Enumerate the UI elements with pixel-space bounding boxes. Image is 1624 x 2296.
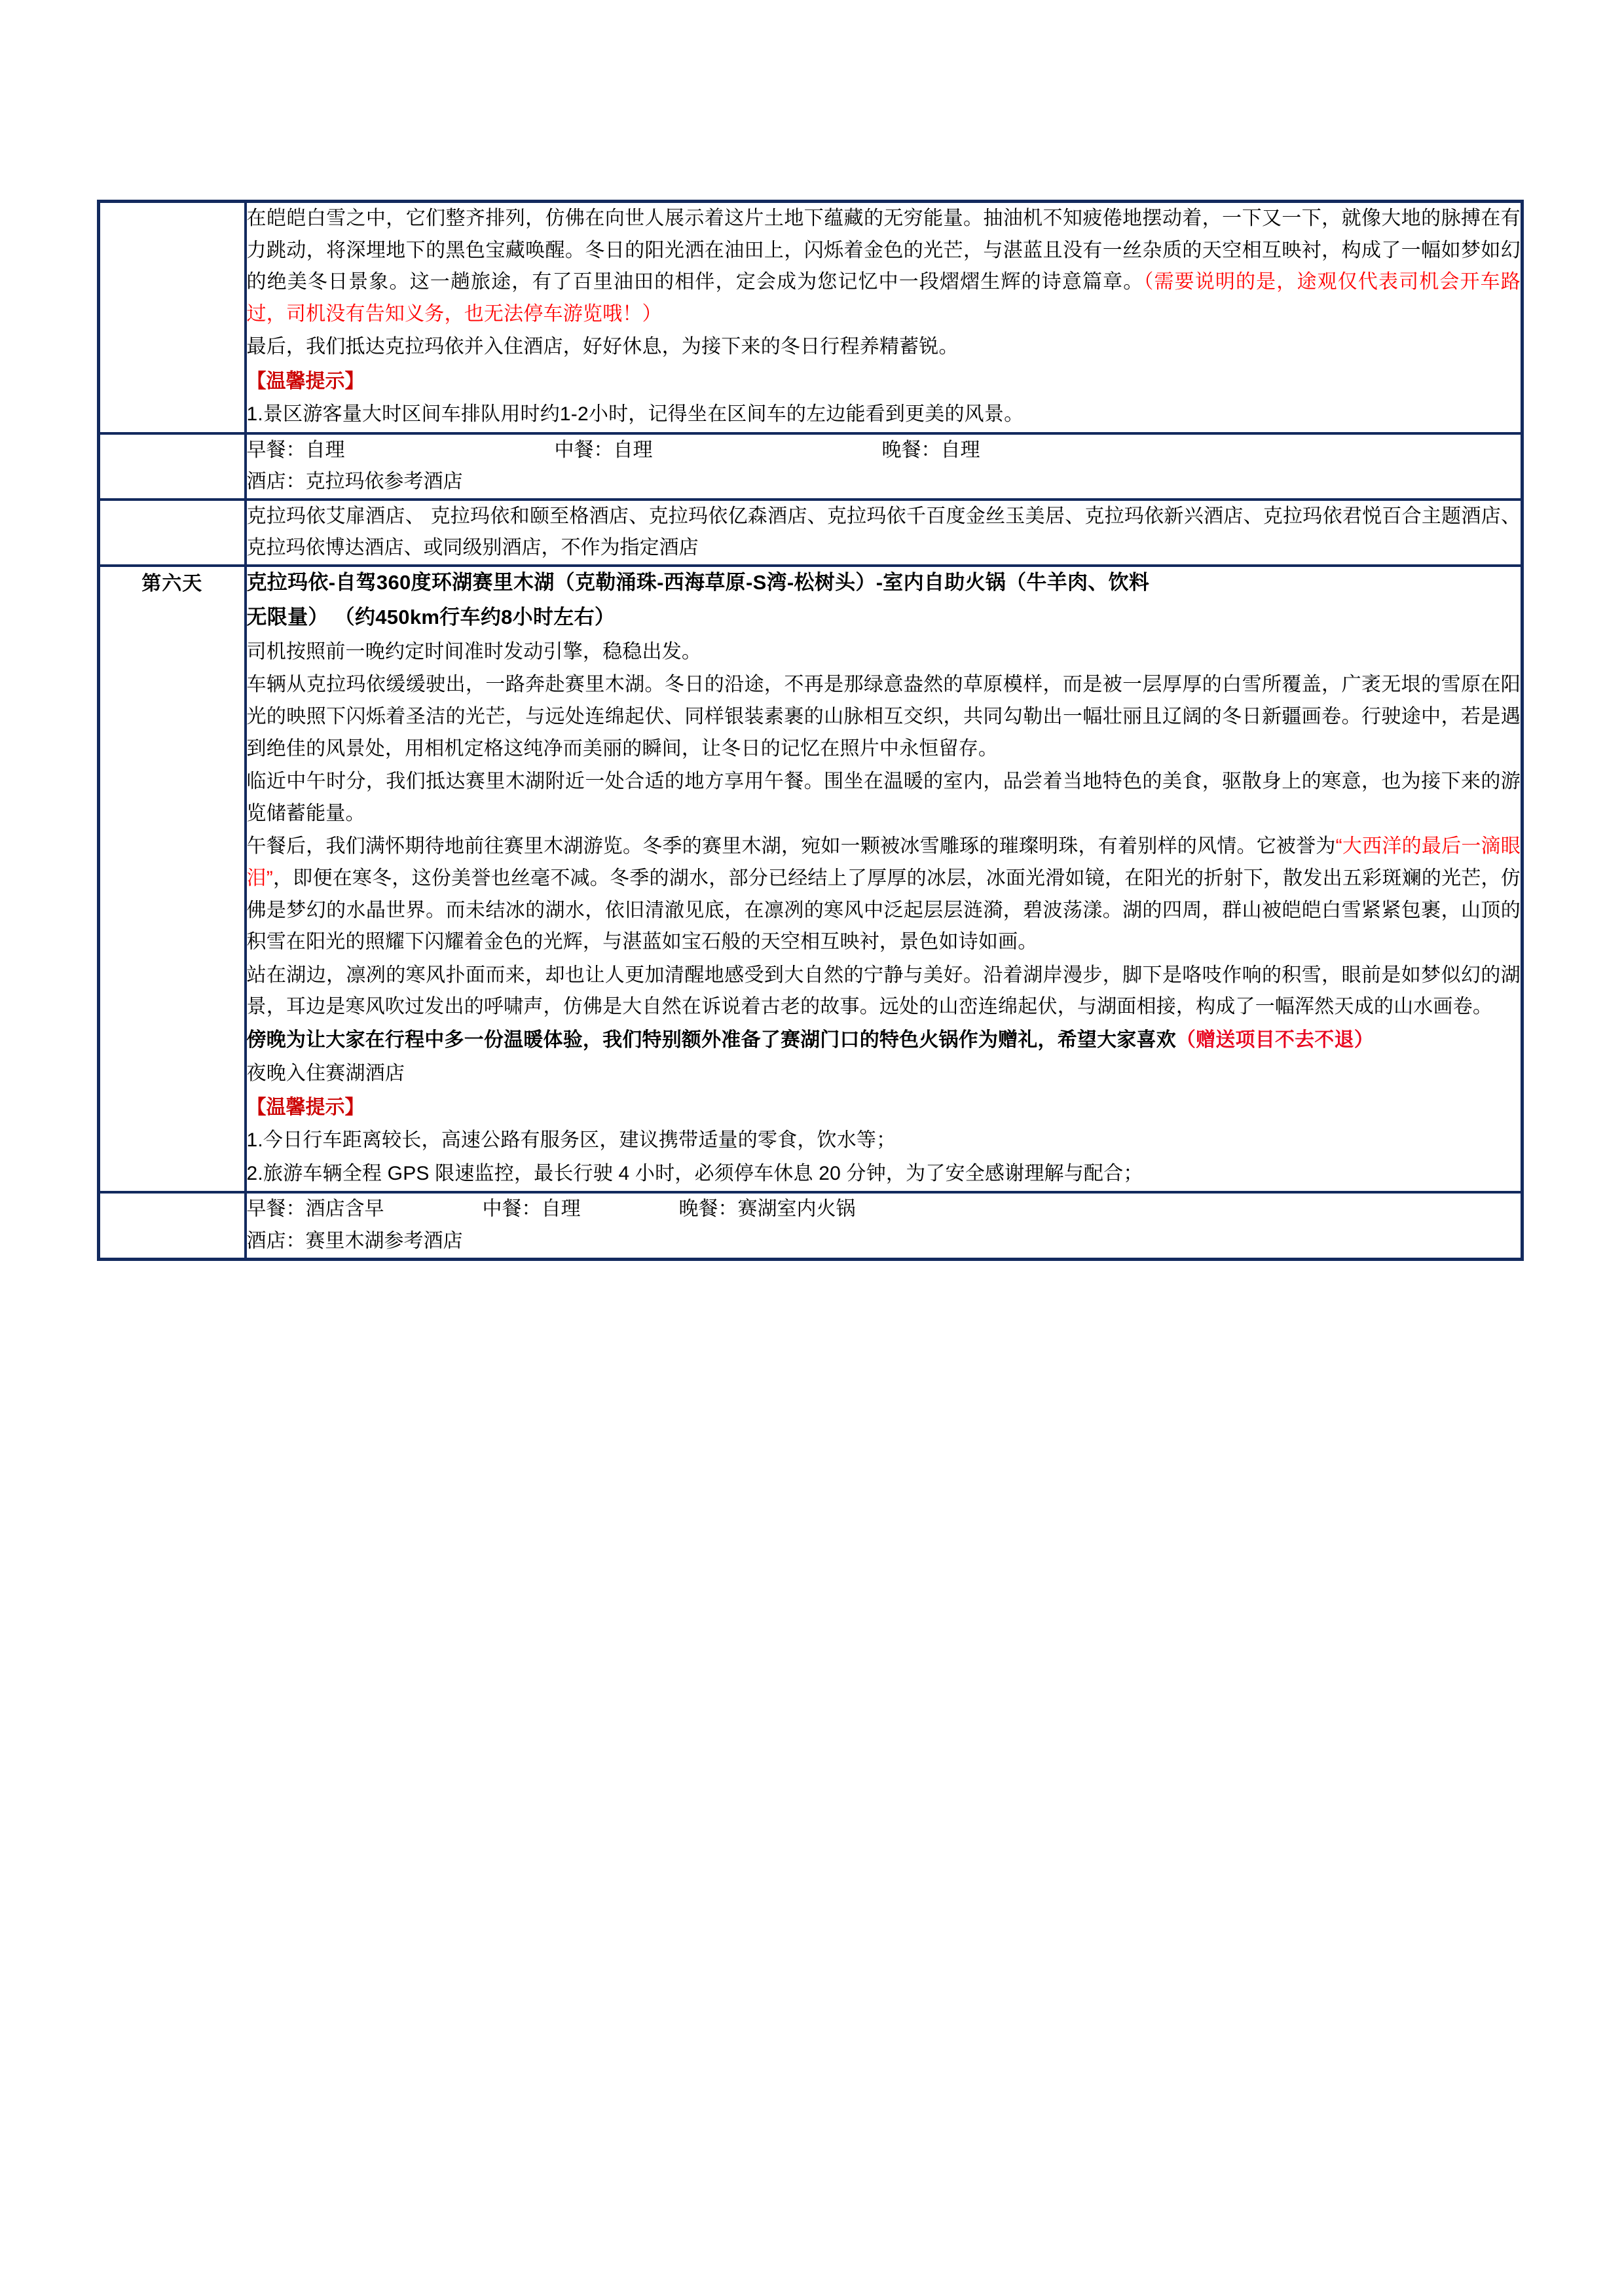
table-row [99, 500, 1522, 566]
day5-hotel-label: 酒店：克拉玛依参考酒店 [246, 471, 463, 493]
day5-hotel-list-cell [246, 500, 1522, 566]
day5-paragraph-2: 最后，我们抵达克拉玛依并入住酒店，好好休息，为接下来的冬日行程养精蓄锐。 [246, 336, 959, 358]
gift-red-run: （赠送项目不去不退） [1175, 1029, 1374, 1051]
day5-lunch: 中餐：自理 [554, 439, 653, 461]
table-row [99, 1192, 1522, 1259]
gift-black-run: 傍晚为让大家在行程中多一份温暖体验，我们特别额外准备了赛湖门口的特色火锅作为赠礼，希望大家喜欢 [246, 1029, 1176, 1051]
day5-paragraph-1 [247, 203, 1521, 330]
day6-title-line-1: 克拉玛依-自驾360度环湖赛里木湖（克勒涌珠-西海草原-S湾-松树头）-室内自助火锅（牛羊肉、饮料 [246, 570, 1150, 594]
day5-p1-black-run: 在皑皑白雪之中，它们整齐排列，仿佛在向世人展示着这片土地下蕴藏的无穷能量。抽油机不知疲倦地摆动着，一下又一下，就像大地的脉搏在有力跳动，将深埋地下的黑色宝藏唤醒。冬日的阳光洒在油田上，闪烁着金色的光芒，与湛蓝且没有一丝杂质的天空相互映衬，构成了一幅如梦如幻的绝美冬日景象。这一趟旅途，有了百里油田的相伴，定会成为您记忆中一段熠熠生辉的诗意篇章。 [246, 208, 1521, 293]
day6-gift-paragraph [247, 1025, 1521, 1057]
day5-breakfast: 早餐：自理 [246, 439, 345, 461]
day5-dinner: 晚餐：自理 [881, 439, 980, 461]
day6-paragraph-2: 车辆从克拉玛依缓缓驶出，一路奔赴赛里木湖。冬日的沿途，不再是那绿意盎然的草原模样，而是被一层厚厚的白雪所覆盖，广袤无垠的雪原在阳光的映照下闪烁着圣洁的光芒，与远处连绵起伏、同样银装素裹的山脉相互交织，共同勾勒出一幅壮丽且辽阔的冬日新疆画卷。行驶途中，若是遇到绝佳的风景处，用相机定格这纯净而美丽的瞬间，让冬日的记忆在照片中永恒留存。 [246, 674, 1521, 759]
day6-lunch: 中餐：自理 [482, 1198, 581, 1220]
table-row [99, 202, 1522, 433]
day6-paragraph-3: 临近中午时分，我们抵达赛里木湖附近一处合适的地方享用午餐。围坐在温暖的室内，品尝着当地特色的美食，驱散身上的寒意，也为接下来的游览储蓄能量。 [246, 771, 1521, 824]
day6-label-cell [99, 566, 246, 1192]
day6-meal-row [247, 1194, 1521, 1226]
day-label-cell-empty-3 [99, 500, 246, 566]
day6-label-cell-empty [99, 1192, 246, 1259]
day6-meals-cell [246, 1192, 1522, 1259]
day6-tip-item-2: 2.旅游车辆全程 GPS 限速监控，最长行驶 4 小时，必须停车休息 20 分钟，为了安全感谢理解与配合； [246, 1162, 1143, 1184]
day6-dinner: 晚餐：赛湖室内火锅 [678, 1198, 856, 1220]
lake-quote-red: “大西洋的最后一滴眼泪” [246, 835, 1521, 890]
day6-tip-heading: 【温馨提示】 [246, 1097, 365, 1119]
day6-hotel-label: 酒店：赛里木湖参考酒店 [246, 1230, 463, 1252]
table-row [99, 433, 1522, 500]
day5-p1-red-note: （需要说明的是，途观仅代表司机会开车路过，司机没有告知义务，也无法停车游览哦！） [246, 271, 1521, 325]
day6-lake-paragraph [247, 831, 1521, 958]
day6-night-line: 夜晚入住赛湖酒店 [246, 1062, 405, 1084]
day5-tip-heading: 【温馨提示】 [246, 370, 365, 392]
day5-meals-cell [246, 433, 1522, 500]
day6-paragraph-1: 司机按照前一晚约定时间准时发动引擎，稳稳出发。 [246, 640, 702, 663]
lake-part-1: 午餐后，我们满怀期待地前往赛里木湖游览。冬季的赛里木湖，宛如一颗被冰雪雕琢的璀璨明珠，有着别样的风情。它被誉为 [246, 835, 1336, 858]
day5-narrative-cell [246, 202, 1522, 433]
day6-shore-paragraph: 站在湖边，凛冽的寒风扑面而来，却也让人更加清醒地感受到大自然的宁静与美好。沿着湖岸漫步，脚下是咯吱作响的积雪，眼前是如梦似幻的湖景，耳边是寒风吹过发出的呼啸声，仿佛是大自然在诉说着古老的故事。远处的山峦连绵起伏，与湖面相接，构成了一幅浑然天成的山水画卷。 [246, 964, 1521, 1018]
itinerary-table [97, 200, 1524, 1261]
table-row [99, 566, 1522, 1192]
day6-label: 第六天 [141, 572, 203, 594]
day5-tip-item-1: 1.景区游客量大时区间车排队用时约1-2小时，记得坐在区间车的左边能看到更美的风景。 [246, 403, 1024, 425]
day6-tip-item-1: 1.今日行车距离较长，高速公路有服务区，建议携带适量的零食，饮水等； [246, 1129, 896, 1152]
day6-narrative-cell [246, 566, 1522, 1192]
day6-title-line-2: 无限量） （约450km行车约8小时左右） [246, 605, 616, 629]
day-label-cell-empty [99, 202, 246, 433]
day-label-cell-empty-2 [99, 433, 246, 500]
day6-breakfast: 早餐：酒店含早 [246, 1198, 384, 1220]
day5-meal-row [247, 435, 1521, 467]
lake-part-2: ，即便在寒冬，这份美誉也丝毫不减。冬季的湖水，部分已经结上了厚厚的冰层，冰面光滑如镜，在阳光的折射下，散发出五彩斑斓的光芒，仿佛是梦幻的水晶世界。而未结冰的湖水，依旧清澈见底，在凛冽的寒风中泛起层层涟漪，碧波荡漾。湖的四周，群山被皑皑白雪紧紧包裹，山顶的积雪在阳光的照耀下闪耀着金色的光辉，与湛蓝如宝石般的天空相互映衬，景色如诗如画。 [246, 867, 1521, 953]
day5-hotel-list: 克拉玛依艾扉酒店、 克拉玛依和颐至格酒店、克拉玛依亿森酒店、克拉玛依千百度金丝玉美居、克拉玛依新兴酒店、克拉玛依君悦百合主题酒店、克拉玛依博达酒店、或同级别酒店，不作为指定酒店 [246, 505, 1521, 559]
